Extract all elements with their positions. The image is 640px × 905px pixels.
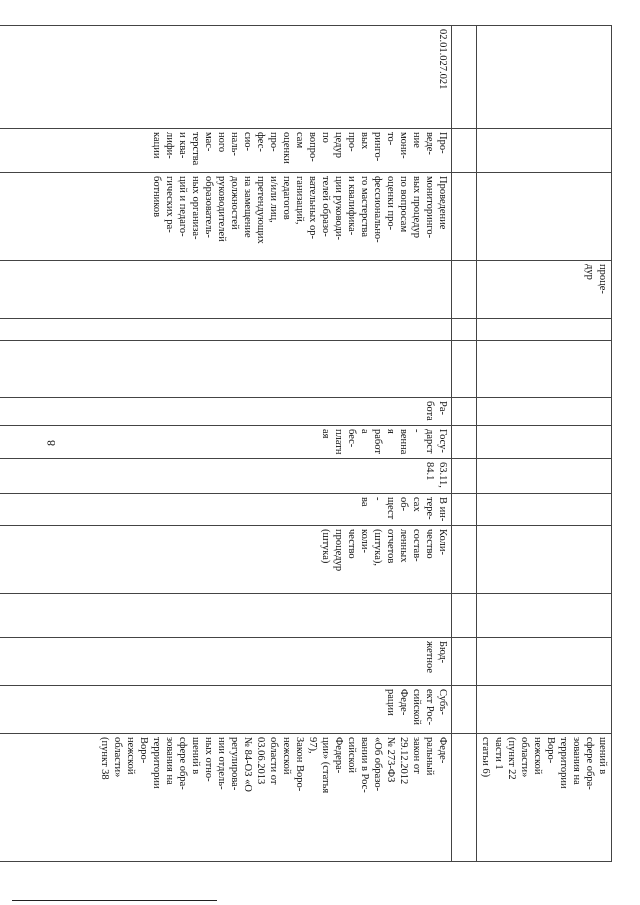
cell-empty	[477, 173, 612, 261]
cell-empty	[452, 26, 477, 129]
cell-empty	[477, 26, 612, 129]
cell-empty	[452, 526, 477, 594]
cell-empty	[477, 638, 612, 686]
cell-empty	[452, 734, 477, 862]
registry-table-rotated	[80, 25, 612, 861]
cell-okved: 63.11, 84.1	[0, 459, 452, 494]
cell-empty	[477, 319, 612, 341]
page-number: 8	[44, 440, 58, 446]
cell-empty	[477, 494, 612, 526]
cell-empty	[452, 341, 477, 398]
cell-empty	[452, 173, 477, 261]
table-row	[477, 26, 612, 862]
cell-type: Ра- бота	[0, 398, 452, 426]
cell-indicators: Коли- чество состав- ленных отчетов (штука), коли- чество процедур (штука)	[0, 526, 452, 594]
cell-empty	[0, 341, 452, 398]
cell-category: Госу- дарст- венная работа бес- платная	[0, 426, 452, 459]
cell-law-tail: шений в сфере обра- зования на территории Воро- нежской области» (пункт 22 части 1 статьи 6)	[477, 734, 612, 862]
cell-code: 02.01.027.021	[0, 26, 452, 129]
table-row	[0, 26, 452, 862]
cell-empty	[452, 686, 477, 734]
cell-empty	[452, 494, 477, 526]
cell-empty	[477, 526, 612, 594]
cell-empty	[477, 594, 612, 638]
cell-empty	[477, 686, 612, 734]
cell-empty	[477, 341, 612, 398]
cell-interests: В ин- тере- сах об- щест- ва	[0, 494, 452, 526]
registry-table	[0, 25, 612, 862]
cell-empty	[477, 426, 612, 459]
cell-empty	[452, 426, 477, 459]
cell-name: Про- веде- ние мони- то- ринго- вых про- цедур по вопро- сам оценки про- фес- сио- наль- ного мас- терства и ква- лифи- кации	[0, 129, 452, 173]
cell-institution-type: Бюд- жетное	[0, 638, 452, 686]
cell-empty	[0, 261, 452, 319]
cell-empty	[477, 398, 612, 426]
cell-authority-level: Субъ- ект Рос- сийской Феде- рации	[0, 686, 452, 734]
cell-empty	[452, 129, 477, 173]
cell-empty	[452, 398, 477, 426]
cell-empty	[0, 594, 452, 638]
cell-empty	[452, 594, 477, 638]
cell-empty	[477, 129, 612, 173]
cell-content: Проведение мониторинго- вых процедур по вопросам оценки про- фессионально- го мастерства и квалифика- ции руководи- телей образо- вательных ор- ганизаций, педагогов и/или лиц, претендующих на замещение должностей руководителей образователь- ных организа- ций и педаго- гических ра- ботников	[0, 173, 452, 261]
cell-empty	[452, 261, 477, 319]
cell-empty	[452, 638, 477, 686]
cell-empty	[0, 319, 452, 341]
cell-procedures-tail: проце- дур	[477, 261, 612, 319]
table-row	[452, 26, 477, 862]
cell-empty	[477, 459, 612, 494]
footer-rule	[12, 900, 217, 901]
cell-empty	[452, 319, 477, 341]
cell-empty	[452, 459, 477, 494]
cell-legal-basis: Феде- ральный закон от 29.12.2012 № 273-ФЗ «Об образо- вании в Рос- сийской Федера- ции» (статья 97), Закон Воро- нежской области от 03.06.2013 № 84-ОЗ «О регулирова- нии отдель- ных отно- шений в сфере обра- зования на территории Воро- нежской области» (пункт 38	[0, 734, 452, 862]
